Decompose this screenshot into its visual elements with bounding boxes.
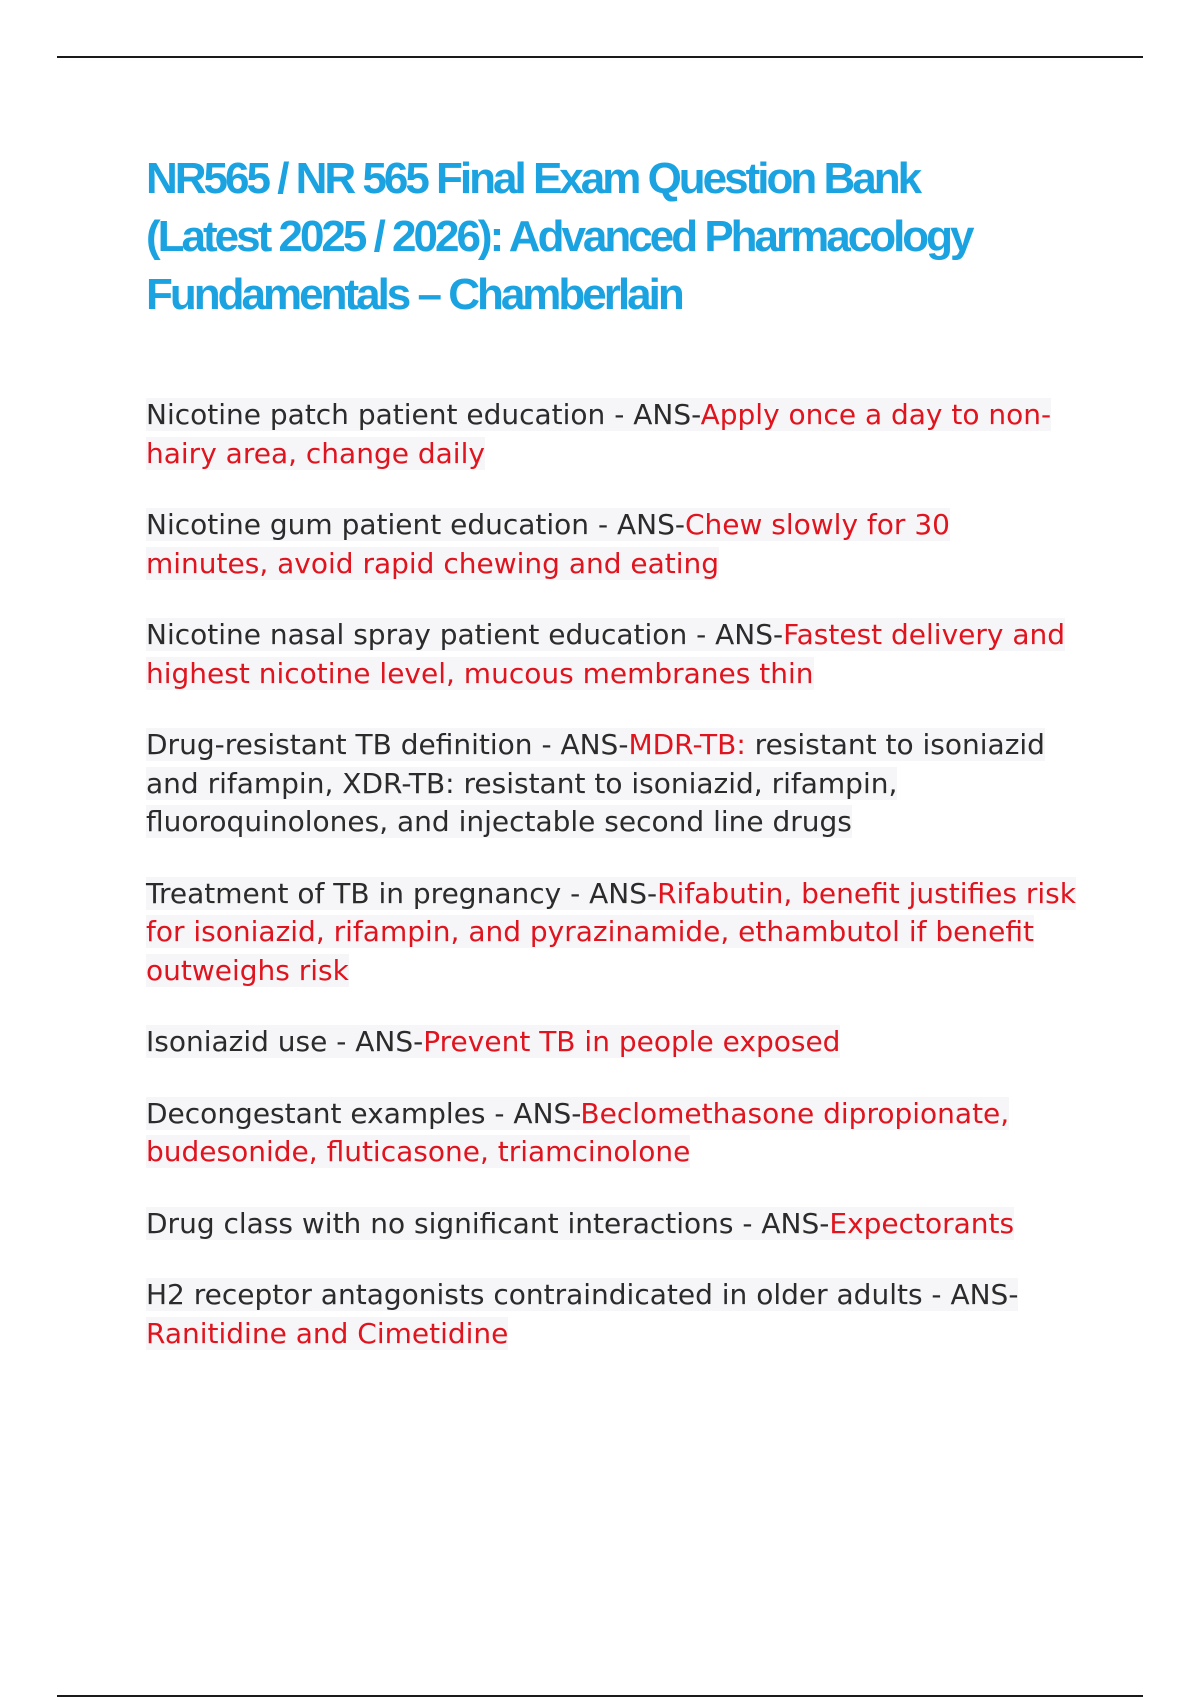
answer-text-continued: resistant to isoniazid and rifampin, XDR-TB: resistant to isoniazid, rifampin, fluoroquinolones, and injectable second line drugs	[146, 728, 1045, 838]
answer-prefix: ANS-	[715, 618, 784, 651]
qa-item-drug-resistant-tb	[146, 726, 1076, 842]
question-text: Nicotine patch patient education -	[146, 398, 634, 431]
answer-prefix: ANS-	[950, 1278, 1019, 1311]
question-text: Nicotine nasal spray patient education -	[146, 618, 716, 651]
question-text: H2 receptor antagonists contraindicated in older adults -	[146, 1278, 951, 1311]
qa-item-nicotine-nasal-spray	[146, 616, 1076, 693]
question-text: Isoniazid use -	[146, 1025, 356, 1058]
answer-text: Fastest delivery and highest nicotine level, mucous membranes thin	[146, 618, 1066, 690]
answer-text: MDR-TB:	[628, 728, 746, 761]
answer-prefix: ANS-	[355, 1025, 424, 1058]
question-text: Treatment of TB in pregnancy -	[146, 876, 590, 910]
answer-prefix: ANS-	[616, 508, 685, 541]
answer-text: Apply once a day to non-hairy area, change daily	[146, 398, 1052, 470]
answer-text: Prevent TB in people exposed	[423, 1025, 841, 1058]
question-text: Drug-resistant TB definition -	[146, 728, 561, 761]
document-title: NR565 / NR 565 Final Exam Question Bank (Latest 2025 / 2026): Advanced Pharmacology Fundamentals – Chamberlain	[146, 154, 972, 319]
qa-item-no-interactions	[146, 1205, 1076, 1244]
top-rule	[57, 56, 1143, 58]
answer-text: Expectorants	[829, 1206, 1015, 1240]
qa-item-decongestant-examples	[146, 1095, 1076, 1172]
qa-item-nicotine-gum	[146, 506, 1076, 583]
answer-text: Rifabutin, benefit justifies risk for isoniazid, rifampin, and pyrazinamide, ethambutol if benefit outweighs risk	[146, 876, 1076, 987]
answer-prefix: ANS-	[761, 1206, 830, 1240]
answer-prefix: ANS-	[513, 1096, 581, 1130]
qa-item-h2-antagonists	[146, 1276, 1076, 1353]
answer-text: Ranitidine and Cimetidine	[146, 1316, 509, 1350]
answer-text: Chew slowly for 30 minutes, avoid rapid chewing and eating	[146, 508, 950, 580]
qa-item-nicotine-patch	[146, 396, 1076, 473]
answer-prefix: ANS-	[560, 728, 629, 761]
answer-prefix: ANS-	[633, 398, 701, 431]
qa-list	[146, 396, 1076, 1386]
question-text: Drug class with no significant interactions -	[146, 1206, 762, 1240]
question-text: Nicotine gum patient education -	[146, 508, 617, 541]
qa-item-isoniazid-use	[146, 1023, 1076, 1062]
qa-item-tb-pregnancy	[146, 875, 1076, 991]
answer-text: Beclomethasone dipropionate, budesonide, fluticasone, triamcinolone	[146, 1096, 1010, 1168]
question-text: Decongestant examples -	[146, 1096, 514, 1130]
bottom-rule	[57, 1695, 1143, 1697]
answer-prefix: ANS-	[589, 876, 658, 910]
